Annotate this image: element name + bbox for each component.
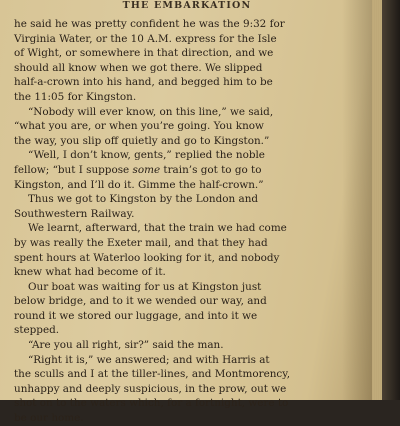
text-line: shot on to the waters which, for a fortnight, were to — [14, 397, 289, 410]
text-line: Kingston, and I’ll do it. Gimme the half-crown.” — [14, 178, 264, 191]
text-line: Southwestern Railway. — [14, 207, 135, 220]
text-segment: train’s got to go to — [160, 163, 262, 176]
text-line: “what you are, or when you’re going. You know — [14, 120, 264, 133]
text-line: the way, you slip off quietly and go to Kingston.” — [14, 134, 270, 147]
text-line: knew what had become of it. — [14, 266, 166, 279]
running-head: THE EMBARKATION — [122, 0, 252, 11]
text-line: “Nobody will ever know, on this line,” we said, — [28, 105, 274, 118]
emphasis-text: some — [132, 163, 161, 176]
text-line: the 11:05 for Kingston. — [14, 90, 137, 103]
text-line: stepped. — [14, 324, 60, 337]
book-gutter — [382, 0, 400, 400]
text-line: Thus we got to Kingston by the London and — [28, 193, 259, 206]
text-line: “Well, I don’t know, gents,” replied the noble — [28, 149, 265, 162]
page-edge — [372, 0, 382, 400]
text-line: spent hours at Waterloo looking for it, and nobody — [14, 251, 280, 264]
text-line: be our home. — [14, 412, 84, 425]
text-line: below bridge, and to it we wended our way, and — [14, 295, 267, 308]
text-line: “Are you all right, sir?” said the man. — [28, 339, 224, 352]
text-line: We learnt, afterward, that the train we had come — [28, 222, 287, 235]
text-line: Our boat was waiting for us at Kingston just — [28, 280, 262, 293]
text-line: round it we stored our luggage, and into it we — [14, 309, 258, 322]
text-line: the sculls and I at the tiller-lines, and Montmorency, — [14, 368, 291, 381]
text-line: Virginia Water, or the 10 A.M. express for the Isle — [14, 32, 277, 45]
text-line: unhappy and deeply suspicious, in the prow, out we — [14, 382, 287, 395]
text-line: “Right it is,” we answered; and with Harris at — [28, 353, 270, 366]
text-line: should all know when we got there. We slipped — [14, 61, 263, 74]
body-text — [14, 17, 362, 426]
text-line: of Wight, or somewhere in that direction, and we — [14, 47, 274, 60]
text-line: half-a-crown into his hand, and begged him to be — [14, 76, 273, 89]
text-line: by was really the Exeter mail, and that they had — [14, 236, 268, 249]
text-line: he said he was pretty confident he was the 9:32 for — [14, 18, 285, 30]
text-line-mixed — [14, 163, 362, 178]
text-segment: fellow; “but I suppose — [14, 163, 130, 176]
